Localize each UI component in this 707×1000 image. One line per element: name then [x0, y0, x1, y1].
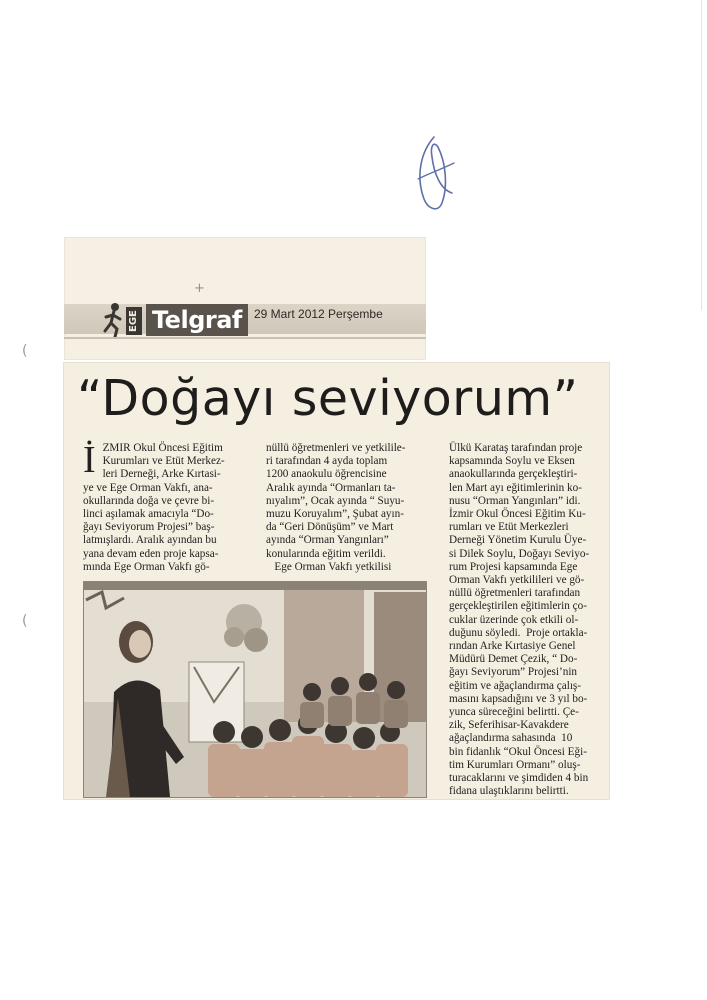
- article-column-3: Ülkü Karataş tarafından proje kapsamında Soylu ve Eksen anaokullarında gerçekleştiri- len Mart ayı eğitimlerinin ko- nusu “Orman Yangınları” idi. İzmir Okul Öncesi Eğitim Ku- rumları ve Etüt Merkezleri Derneği Yönetim Kurulu Üye- si Dilek Soylu, Doğayı Seviyo- rum Projesi kapsamında Ege Orman Vakfı yetkilileri ve gö- nüllü öğretmenleri tarafından gerçekleştirilen eğitimlerin ço- cuklar üzerinde çok etkili ol- duğunu söyledi. Proje ortakla- rından Arke Kırtasiye Genel Müdürü Demet Çezik, “ Do- ğayı Seviyorum” Projesi’nin eğitim ve ağaçlandırma çalış- masını kapsadığını ve 3 yıl bo- yunca süreceğini belirtti. Çe- zik, Seferihisar-Kavakdere ağaçlandırma sahasında 10 bin fidanlık “Okul Öncesi Eği- tim Kurumları Ormanı” oluş- turacaklarını ve şimdiden 4 bin fidana ulaştıklarını belirtti.: [449, 442, 590, 798]
- masthead-region-label: EGE: [126, 307, 142, 335]
- photo-illustration: [84, 582, 426, 797]
- article-column-2: nüllü öğretmenleri ve yetkilile- ri tarafından 4 ayda toplam 1200 anaokulu öğrencisine Aralık ayında “Ormanları ta- nıyalım”, Ocak ayında “ Suyu- muzu Koruyalım”, Şubat ayın- da “Geri Dönüşüm” ve Mart ayında “Orman Yangınları” konularında eğitim verildi. Ege Orman Vakfı yetkilisi: [266, 442, 406, 573]
- ink-signature-scribble: [410, 133, 458, 217]
- drop-cap-letter: İ: [83, 439, 96, 481]
- publication-date: 29 Mart 2012 Perşembe: [254, 307, 383, 321]
- article-column-1: ZMIR Okul Öncesi Eğitim Kurumları ve Etüt Merkez- leri Derneği, Arke Kırtasi- ye ve Ege Orman Vakfı, ana- okullarında doğa ve çevre bi- linci aşılamak amacıyla “Do- ğayı Seviyorum Projesi” baş- latmışlardı. Aralık ayından bu yana devam eden proje kapsa- mında Ege Orman Vakfı gö-: [83, 442, 225, 573]
- masthead-rule: [64, 337, 426, 339]
- article-photo-teacher-with-children: [83, 581, 427, 798]
- runner-figure-logo-icon: [102, 301, 124, 339]
- registration-cross-mark: +: [194, 281, 205, 296]
- newspaper-logo: Telgraf: [146, 304, 248, 336]
- page-edge-line: [701, 0, 702, 310]
- punch-hole-mark-top: (: [22, 343, 28, 359]
- punch-hole-mark-bottom: (: [22, 613, 28, 629]
- article-headline: “Doğayı seviyorum”: [77, 370, 579, 427]
- newspaper-masthead-clipping: [64, 237, 426, 360]
- article-clipping: [63, 362, 610, 800]
